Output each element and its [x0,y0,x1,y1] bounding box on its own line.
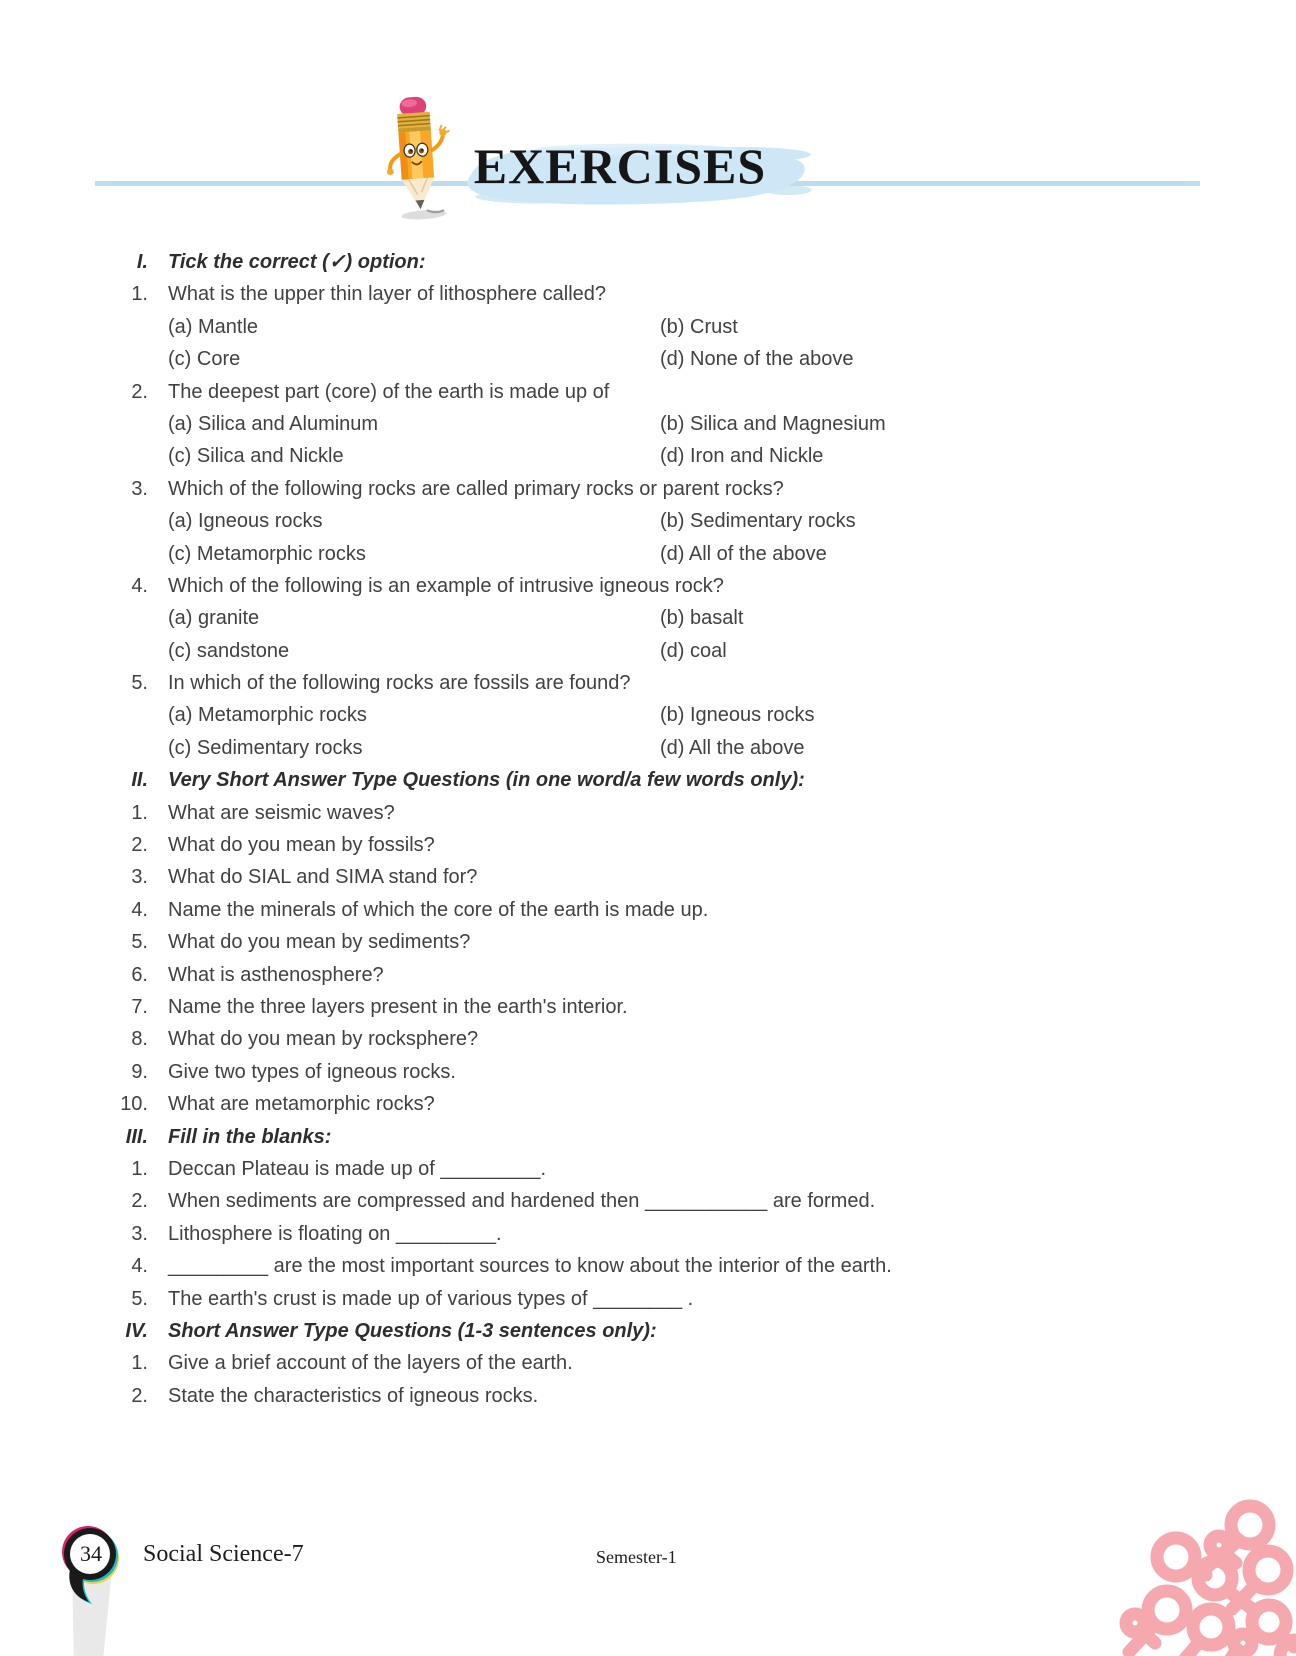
pink-bubbles-decoration [1034,1394,1296,1656]
option: (a) Mantle [168,315,259,338]
question-text: _________ are the most important sources to know about the interior of the earth. [168,1255,892,1278]
options-row [0,311,1296,343]
options-row [0,699,1296,731]
exercises-banner [380,94,850,224]
question-text: Lithosphere is floating on _________. [168,1222,502,1245]
option: (d) None of the above [660,348,854,371]
question-number: 1. [131,283,148,306]
question-number: 8. [131,1028,148,1051]
question-text: When sediments are compressed and hardened then ___________ are formed. [168,1190,876,1213]
question-row [0,1283,1296,1315]
question-text: What do SIAL and SIMA stand for? [168,866,478,889]
option: (d) All of the above [660,542,827,565]
question-row [0,376,1296,408]
option: (c) Metamorphic rocks [168,542,366,565]
question-row [0,1185,1296,1217]
semester-label: Semester-1 [596,1547,677,1567]
question-number: 2. [131,1384,148,1407]
option: (d) coal [660,639,727,662]
question-text: Name the three layers present in the earth's interior. [168,995,628,1018]
section-numeral: I. [136,251,148,273]
question-row [0,959,1296,991]
question-row [0,829,1296,861]
question-text: What are metamorphic rocks? [168,1093,435,1116]
option: (b) Crust [660,315,738,338]
question-number: 1. [131,801,148,824]
options-row [0,505,1296,537]
section-heading-row-i [0,246,1296,278]
options-row [0,538,1296,570]
question-text: What are seismic waves? [168,801,395,824]
question-row [0,1088,1296,1120]
question-number: 3. [131,477,148,500]
section-heading-row-ii [0,764,1296,796]
question-text: What do you mean by rocksphere? [168,1028,479,1051]
question-text: What do you mean by sediments? [168,931,471,954]
option: (b) Igneous rocks [660,704,815,727]
question-text: The deepest part (core) of the earth is made up of [168,380,610,403]
question-row [0,1250,1296,1282]
section-title: Short Answer Type Questions (1-3 sentences only): [168,1319,657,1342]
question-number: 4. [131,574,148,597]
options-row [0,732,1296,764]
options-row [0,440,1296,472]
section-numeral: II. [131,769,148,792]
question-row [0,278,1296,310]
question-number: 5. [131,1287,148,1310]
question-row [0,797,1296,829]
question-text: What is the upper thin layer of lithosphere called? [168,283,607,306]
question-row [0,991,1296,1023]
section-heading-row-iv [0,1315,1296,1347]
option: (c) Silica and Nickle [168,445,344,468]
section-numeral: III. [125,1125,148,1148]
question-row [0,1023,1296,1055]
options-row [0,635,1296,667]
question-row [0,861,1296,893]
question-row [0,570,1296,602]
pencil-mascot-icon [380,94,454,222]
question-text: Give two types of igneous rocks. [168,1060,456,1083]
option: (d) All the above [660,736,805,759]
question-number: 6. [131,963,148,986]
question-text: What do you mean by fossils? [168,834,435,857]
question-number: 10. [120,1093,148,1116]
option: (c) sandstone [168,639,290,662]
section-numeral: IV. [125,1319,148,1342]
question-row [0,1153,1296,1185]
question-number: 4. [131,1255,148,1278]
section-title: Tick the correct (✓) option: [168,251,426,273]
page-number: 34 [80,1541,102,1566]
page-title: EXERCISES [473,138,767,194]
options-row [0,602,1296,634]
option: (c) Sedimentary rocks [168,736,363,759]
question-text: The earth's crust is made up of various types of ________ . [168,1287,694,1310]
question-text: Which of the following rocks are called primary rocks or parent rocks? [168,477,784,500]
question-number: 3. [131,1222,148,1245]
question-number: 5. [131,931,148,954]
option: (a) granite [168,607,260,630]
question-text: State the characteristics of igneous rocks. [168,1384,539,1407]
question-row [0,473,1296,505]
option: (d) Iron and Nickle [660,445,824,468]
question-text: Deccan Plateau is made up of _________. [168,1157,547,1180]
option: (b) Sedimentary rocks [660,510,856,533]
question-number: 9. [131,1060,148,1083]
question-number: 3. [131,866,148,889]
question-number: 2. [131,834,148,857]
question-number: 7. [131,995,148,1018]
question-text: Name the minerals of which the core of the earth is made up. [168,898,709,921]
options-row [0,343,1296,375]
question-number: 1. [131,1352,148,1375]
option: (a) Metamorphic rocks [168,704,367,727]
section-title: Fill in the blanks: [168,1125,332,1148]
question-number: 2. [131,1190,148,1213]
question-row [0,1056,1296,1088]
question-number: 1. [131,1157,148,1180]
question-text: What is asthenosphere? [168,963,384,986]
question-row [0,1347,1296,1379]
section-heading-row-iii [0,1121,1296,1153]
exercises-content [0,246,1296,1412]
question-row [0,926,1296,958]
question-number: 4. [131,898,148,921]
question-number: 2. [131,380,148,403]
page-number-badge [58,1523,124,1615]
section-title: Very Short Answer Type Questions (in one word/a few words only): [168,769,805,792]
question-text: Give a brief account of the layers of the earth. [168,1352,573,1375]
options-row [0,408,1296,440]
question-row [0,1218,1296,1250]
book-title: Social Science-7 [143,1541,304,1567]
option: (a) Igneous rocks [168,510,323,533]
question-number: 5. [131,672,148,695]
question-text: Which of the following is an example of intrusive igneous rock? [168,574,724,597]
option: (b) basalt [660,607,744,630]
question-row [0,1380,1296,1412]
option: (b) Silica and Magnesium [660,412,886,435]
option: (c) Core [168,348,241,371]
question-row [0,667,1296,699]
question-text: In which of the following rocks are fossils are found? [168,672,631,695]
option: (a) Silica and Aluminum [168,412,379,435]
question-row [0,894,1296,926]
